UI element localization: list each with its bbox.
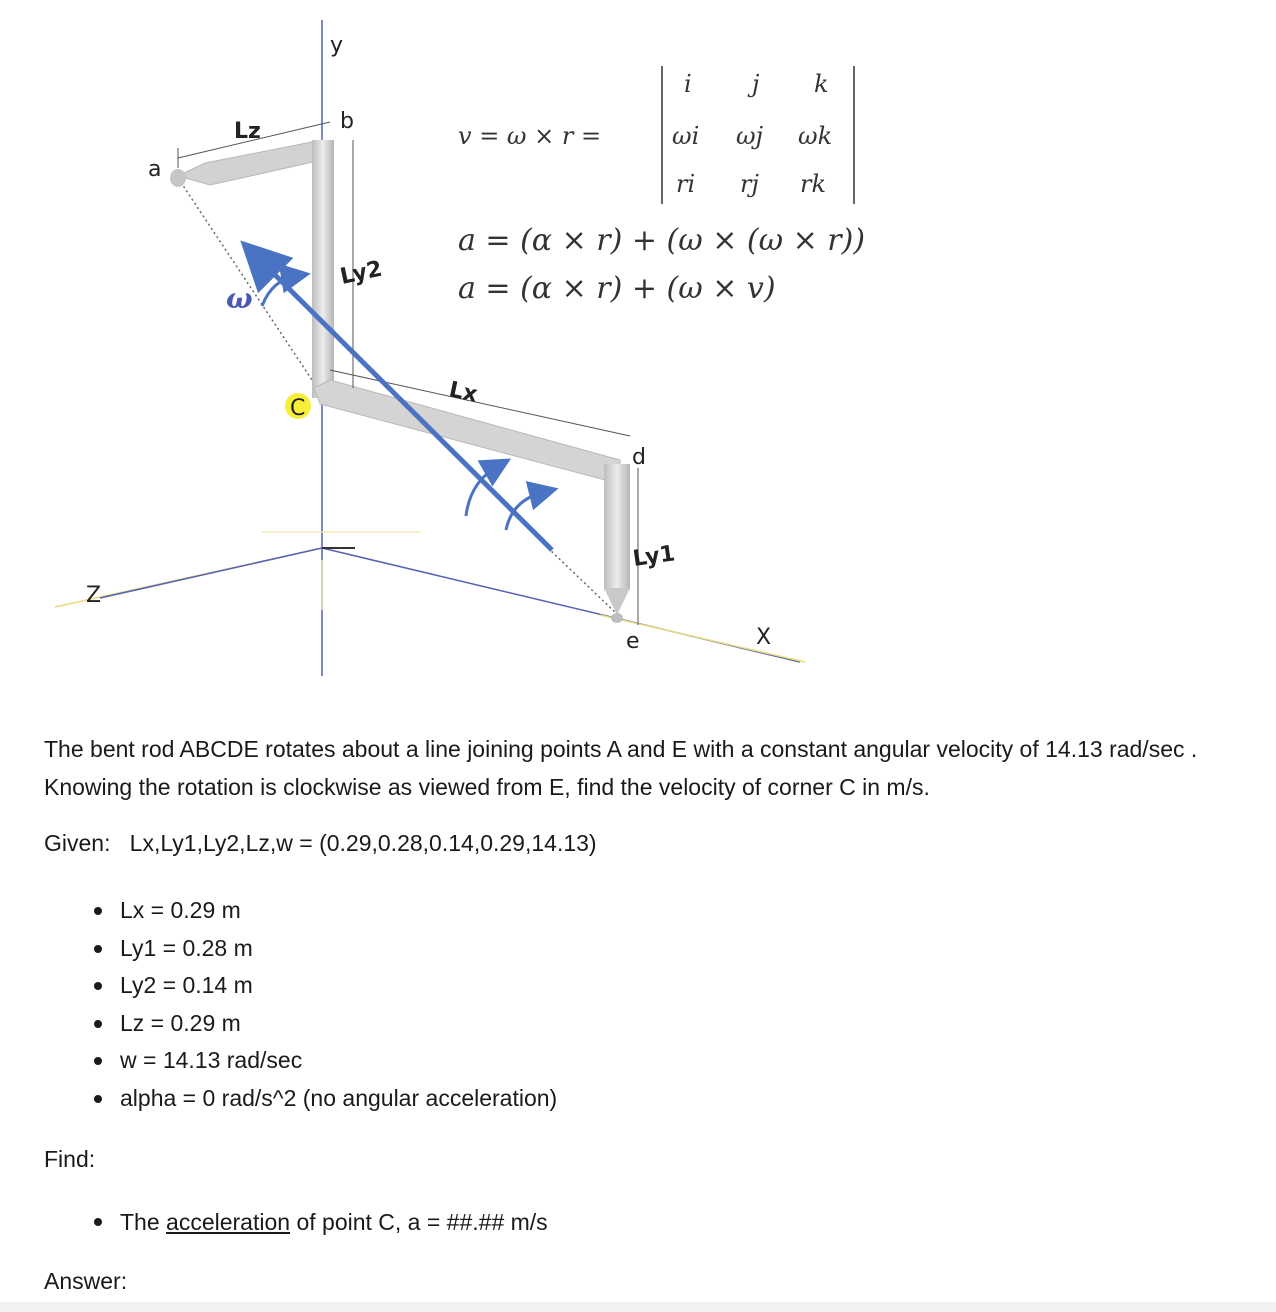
given-item-lx: Lx = 0.29 m (120, 892, 557, 930)
det-r2-c3: ωk (798, 122, 833, 150)
given-label: Given: (44, 830, 111, 856)
rod-segment-ab (178, 140, 322, 185)
point-label-b: b (340, 109, 354, 134)
acceleration-equation-2: a = (α × r) + (ω × v) (458, 271, 776, 306)
rod-tip-e (604, 588, 630, 615)
acceleration-link[interactable]: acceleration (166, 1209, 291, 1235)
point-label-d: d (632, 445, 646, 470)
given-item-ly2: Ly2 = 0.14 m (120, 967, 557, 1005)
det-r1-c1: i (684, 70, 692, 98)
axis-label-z: Z (86, 583, 102, 608)
coordinate-axes (55, 20, 805, 676)
find-label: Find: (44, 1146, 96, 1172)
acceleration-equation-1: a = (α × r) + (ω × (ω × r)) (458, 223, 866, 258)
find-item-prefix: The (120, 1209, 167, 1235)
find-item-suffix: of point C, a = ##.## m/s (290, 1209, 548, 1235)
point-label-c: C (290, 396, 306, 421)
det-r3-c2: rj (740, 170, 759, 198)
rod-end-e (611, 613, 623, 623)
velocity-equation-lhs: v = ω × r = (458, 122, 602, 150)
given-values: Lx,Ly1,Ly2,Lz,w = (0.29,0.28,0.14,0.29,14.13) (129, 830, 597, 856)
rod-end-a (170, 169, 186, 187)
find-list (120, 1204, 548, 1240)
given-item-w: w = 14.13 rad/sec (120, 1042, 557, 1080)
given-item-alpha: alpha = 0 rad/s^2 (no angular acceleration) (120, 1080, 557, 1118)
dimension-lines (178, 122, 638, 625)
dim-label-ly1: Ly1 (631, 541, 677, 572)
given-item-lz: Lz = 0.29 m (120, 1005, 557, 1043)
bottom-divider (0, 1302, 1276, 1312)
axis-label-x: X (756, 625, 772, 650)
bent-rod (170, 140, 630, 623)
point-label-a: a (148, 157, 162, 182)
dim-label-lz: Lz (234, 119, 261, 144)
axis-label-y: y (330, 33, 344, 58)
point-label-e: e (626, 629, 640, 654)
z-axis-line (100, 548, 322, 598)
answer-label: Answer: (44, 1268, 128, 1294)
rod-segment-de (604, 464, 630, 590)
find-item (120, 1204, 548, 1240)
det-r2-c1: ωi (672, 122, 700, 150)
dim-label-ly2: Ly2 (338, 256, 385, 290)
rod-segment-bc (312, 140, 334, 398)
det-r3-c1: ri (676, 170, 696, 198)
det-r1-c3: k (814, 70, 829, 98)
det-r2-c2: ωj (736, 122, 764, 150)
given-list (120, 892, 557, 1117)
problem-statement: The bent rod ABCDE rotates about a line joining points A and E with a constant angular velocity of 14.13 rad/sec . Knowing the rotation is clockwise as viewed from E, find the velocity of corner C in m/s. (44, 736, 1198, 800)
dim-label-lx: Lx (446, 377, 480, 408)
det-r3-c3: rk (800, 170, 827, 198)
det-r1-c2: j (752, 70, 760, 98)
equations (458, 66, 865, 306)
given-line (44, 830, 597, 857)
given-item-ly1: Ly1 = 0.28 m (120, 930, 557, 968)
omega-label: ω (226, 282, 253, 315)
